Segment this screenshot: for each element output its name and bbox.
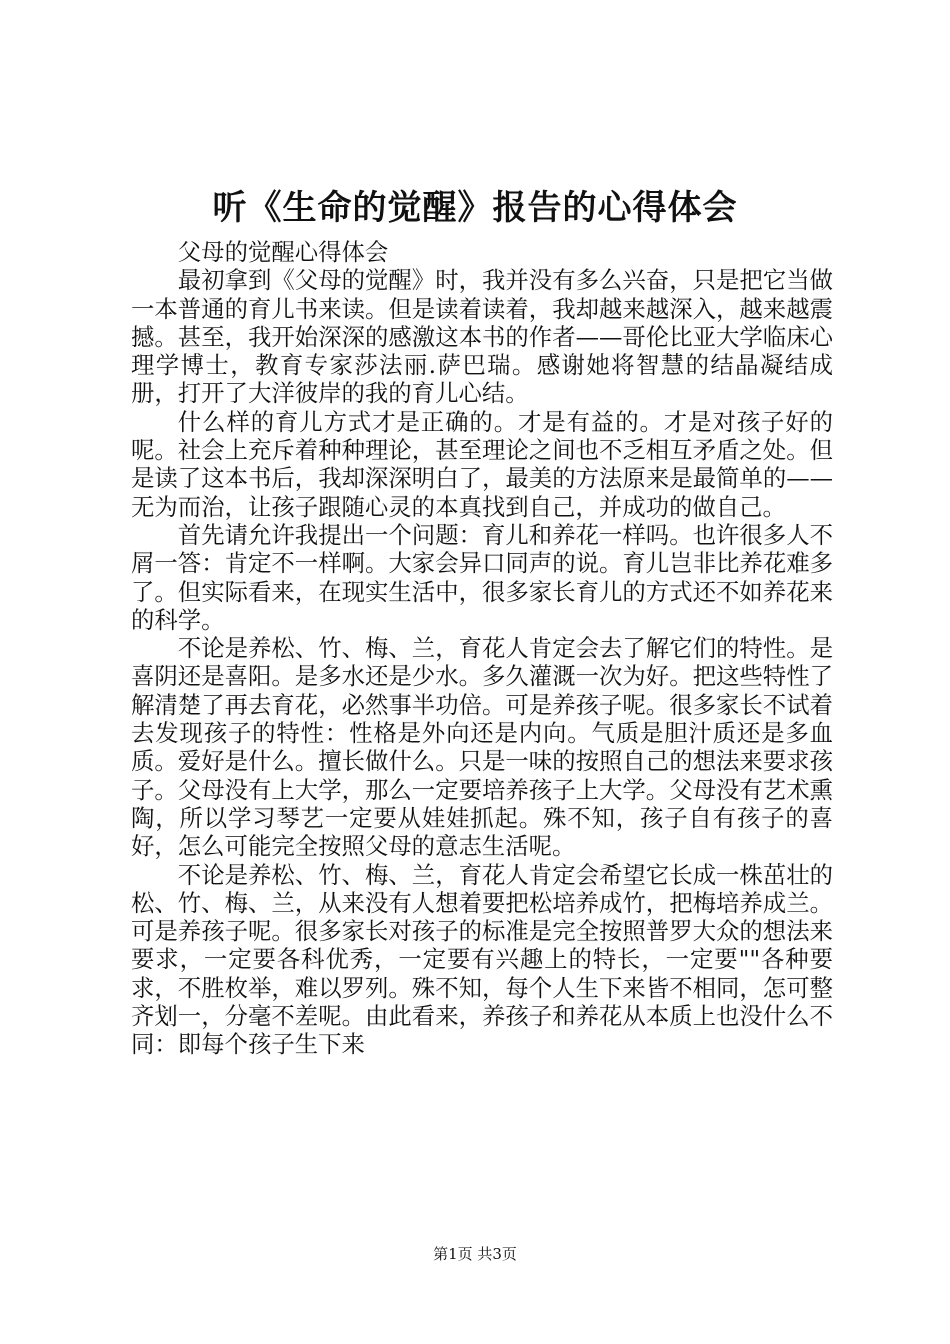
paragraph: 什么样的育儿方式才是正确的。才是有益的。才是对孩子好的呢。社会上充斥着种种理论，甚至理论之间也不乏相互矛盾之处。但是读了这本书后，我却深深明白了，最美的方法原来是最简单的——无为而治，让孩子跟随心灵的本真找到自己，并成功的做自己。: [131, 407, 833, 521]
paragraph: 最初拿到《父母的觉醒》时，我并没有多么兴奋，只是把它当做一本普通的育儿书来读。但是读着读着，我却越来越深入，越来越震撼。甚至，我开始深深的感激这本书的作者——哥伦比亚大学临床心理学博士，教育专家莎法丽.萨巴瑞。感谢她将智慧的结晶凝结成册，打开了大洋彼岸的我的育儿心结。: [131, 266, 833, 408]
document-body: [131, 238, 833, 1059]
document-title: 听《生命的觉醒》报告的心得体会: [212, 188, 738, 228]
paragraph: 首先请允许我提出一个问题：育儿和养花一样吗。也许很多人不屑一答：肯定不一样啊。大家会异口同声的说。育儿岂非比养花难多了。但实际看来，在现实生活中，很多家长育儿的方式还不如养花来的科学。: [131, 520, 833, 634]
paragraph-subtitle: 父母的觉醒心得体会: [177, 238, 389, 266]
page-footer: [0, 1244, 950, 1264]
paragraph: 不论是养松、竹、梅、兰，育花人肯定会去了解它们的特性。是喜阴还是喜阳。是多水还是少水。多久灌溉一次为好。把这些特性了解清楚了再去育花，必然事半功倍。可是养孩子呢。很多家长不试着去发现孩子的特性：性格是外向还是内向。气质是胆汁质还是多血质。爱好是什么。擅长做什么。只是一味的按照自己的想法来要求孩子。父母没有上大学，那么一定要培养孩子上大学。父母没有艺术熏陶，所以学习琴艺一定要从娃娃抓起。殊不知，孩子自有孩子的喜好，怎么可能完全按照父母的意志生活呢。: [131, 634, 833, 861]
paragraph: 不论是养松、竹、梅、兰，育花人肯定会希望它长成一株茁壮的松、竹、梅、兰，从来没有人想着要把松培养成竹，把梅培养成兰。可是养孩子呢。很多家长对孩子的标准是完全按照普罗大众的想法来要求，一定要各科优秀，一定要有兴趣上的特长，一定要""各种要求，不胜枚举，难以罗列。殊不知，每个人生下来皆不相同，怎可整齐划一，分毫不差呢。由此看来，养孩子和养花从本质上也没什么不同：即每个孩子生下来: [131, 860, 833, 1059]
page-number: 第1页 共3页: [433, 1245, 517, 1263]
